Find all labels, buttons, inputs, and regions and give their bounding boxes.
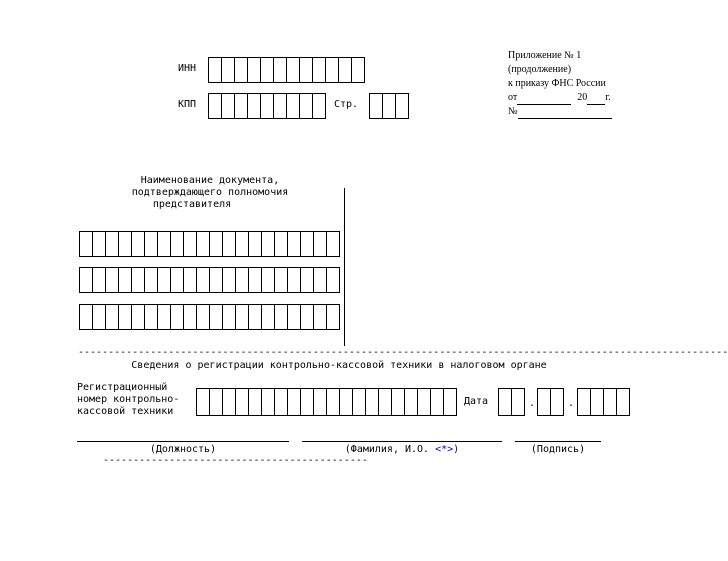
- input-cell[interactable]: [93, 268, 106, 292]
- input-cell[interactable]: [197, 232, 210, 256]
- input-cell[interactable]: [396, 94, 409, 118]
- input-cell[interactable]: [313, 94, 326, 118]
- signature-line[interactable]: [515, 441, 601, 442]
- input-cell[interactable]: [327, 389, 340, 415]
- reg-label-line-1: Регистрационный: [77, 382, 168, 393]
- section-title: Сведения о регистрации контрольно-кассовой техники в налоговом органе: [131, 360, 547, 371]
- appendix-date-line: [508, 91, 638, 105]
- input-cell[interactable]: [236, 305, 249, 329]
- input-cell[interactable]: [171, 232, 184, 256]
- reg-number-label: [77, 382, 179, 418]
- name-line[interactable]: [302, 441, 502, 442]
- input-cell[interactable]: [262, 268, 275, 292]
- appendix-date-prefix: от: [508, 92, 518, 103]
- input-cell[interactable]: [184, 305, 197, 329]
- input-cell[interactable]: [80, 232, 93, 256]
- input-cell[interactable]: [236, 268, 249, 292]
- appendix-line-3: к приказу ФНС России: [508, 78, 606, 89]
- input-cell[interactable]: [209, 58, 222, 82]
- input-cell[interactable]: [366, 389, 379, 415]
- input-cell[interactable]: [314, 305, 327, 329]
- input-cell[interactable]: [275, 232, 288, 256]
- input-cell[interactable]: [106, 305, 119, 329]
- input-cell[interactable]: [145, 268, 158, 292]
- input-cell[interactable]: [249, 389, 262, 415]
- date-year-cells[interactable]: [577, 388, 630, 416]
- input-cell[interactable]: [210, 232, 223, 256]
- input-cell[interactable]: [617, 389, 630, 415]
- input-cell[interactable]: [274, 58, 287, 82]
- input-cell[interactable]: [288, 389, 301, 415]
- input-cell[interactable]: [158, 268, 171, 292]
- appendix-year-blank[interactable]: [587, 93, 605, 105]
- input-cell[interactable]: [249, 305, 262, 329]
- appendix-note: [508, 49, 638, 119]
- input-cell[interactable]: [379, 389, 392, 415]
- page-cells[interactable]: [369, 93, 409, 119]
- input-cell[interactable]: [383, 94, 396, 118]
- input-cell[interactable]: [405, 389, 418, 415]
- input-cell[interactable]: [578, 389, 591, 415]
- input-cell[interactable]: [275, 389, 288, 415]
- input-cell[interactable]: [604, 389, 617, 415]
- input-cell[interactable]: [132, 268, 145, 292]
- page-label: Стр.: [334, 99, 359, 110]
- input-cell[interactable]: [353, 389, 366, 415]
- reg-label-line-2: номер контрольно-: [77, 394, 180, 405]
- input-cell[interactable]: [222, 94, 235, 118]
- input-cell[interactable]: [275, 305, 288, 329]
- input-cell[interactable]: [340, 389, 353, 415]
- input-cell[interactable]: [314, 389, 327, 415]
- input-cell[interactable]: [418, 389, 431, 415]
- appendix-line-1: Приложение № 1: [508, 50, 582, 61]
- document-cells-row[interactable]: [79, 267, 340, 293]
- input-cell[interactable]: [301, 389, 314, 415]
- input-cell[interactable]: [262, 305, 275, 329]
- input-cell[interactable]: [261, 58, 274, 82]
- input-cell[interactable]: [106, 232, 119, 256]
- appendix-date-mid: 20: [577, 92, 588, 103]
- input-cell[interactable]: [301, 305, 314, 329]
- input-cell[interactable]: [444, 389, 457, 415]
- input-cell[interactable]: [132, 232, 145, 256]
- input-cell[interactable]: [314, 232, 327, 256]
- input-cell[interactable]: [431, 389, 444, 415]
- input-cell[interactable]: [223, 268, 236, 292]
- signature-label: (Подпись): [530, 444, 586, 455]
- input-cell[interactable]: [119, 268, 132, 292]
- document-title: [78, 175, 342, 211]
- input-cell[interactable]: [223, 232, 236, 256]
- position-label: (Должность): [149, 444, 217, 455]
- input-cell[interactable]: [352, 58, 365, 82]
- input-cell[interactable]: [222, 58, 235, 82]
- kpp-label: КПП: [178, 99, 197, 110]
- input-cell[interactable]: [171, 268, 184, 292]
- date-separator: .: [529, 398, 536, 409]
- input-cell[interactable]: [158, 305, 171, 329]
- appendix-date-suffix: г.: [605, 92, 611, 103]
- appendix-line-2: (продолжение): [508, 64, 572, 75]
- vertical-divider: [344, 188, 345, 346]
- input-cell[interactable]: [313, 58, 326, 82]
- input-cell[interactable]: [197, 268, 210, 292]
- date-label: Дата: [464, 396, 489, 407]
- input-cell[interactable]: [287, 58, 300, 82]
- date-month-cells[interactable]: [537, 388, 564, 416]
- input-cell[interactable]: [145, 305, 158, 329]
- document-title-line-2: подтверждающего полномочия: [131, 187, 289, 198]
- appendix-number-line: [508, 105, 638, 119]
- input-cell[interactable]: [197, 389, 210, 415]
- input-cell[interactable]: [314, 268, 327, 292]
- input-cell[interactable]: [210, 305, 223, 329]
- input-cell[interactable]: [249, 268, 262, 292]
- input-cell[interactable]: [158, 232, 171, 256]
- input-cell[interactable]: [145, 232, 158, 256]
- reg-label-line-3: кассовой техники: [77, 406, 174, 417]
- footnote-link[interactable]: <*>): [435, 444, 460, 455]
- input-cell[interactable]: [248, 58, 261, 82]
- input-cell[interactable]: [326, 58, 339, 82]
- input-cell[interactable]: [106, 268, 119, 292]
- reg-number-cells[interactable]: [196, 388, 457, 416]
- input-cell[interactable]: [184, 232, 197, 256]
- input-cell[interactable]: [209, 94, 222, 118]
- input-cell[interactable]: [538, 389, 551, 415]
- input-cell[interactable]: [591, 389, 604, 415]
- input-cell[interactable]: [119, 305, 132, 329]
- input-cell[interactable]: [235, 94, 248, 118]
- input-cell[interactable]: [236, 389, 249, 415]
- input-cell[interactable]: [223, 305, 236, 329]
- input-cell[interactable]: [249, 232, 262, 256]
- input-cell[interactable]: [210, 389, 223, 415]
- document-title-line-1: Наименование документа,: [140, 175, 280, 186]
- input-cell[interactable]: [80, 305, 93, 329]
- position-dashed-line: --------------------------------------------: [103, 455, 368, 466]
- document-cells-row[interactable]: [79, 304, 340, 330]
- kpp-cells[interactable]: [208, 93, 326, 119]
- input-cell[interactable]: [300, 94, 313, 118]
- name-label: [302, 444, 502, 456]
- input-cell[interactable]: [288, 305, 301, 329]
- dashed-separator: ------------------------------------------------------------------------------------------------------------: [78, 347, 728, 358]
- input-cell[interactable]: [301, 232, 314, 256]
- appendix-date-blank[interactable]: [517, 93, 571, 105]
- input-cell[interactable]: [392, 389, 405, 415]
- input-cell[interactable]: [551, 389, 564, 415]
- input-cell[interactable]: [288, 232, 301, 256]
- position-line[interactable]: [77, 441, 289, 442]
- input-cell[interactable]: [235, 58, 248, 82]
- input-cell[interactable]: [300, 58, 313, 82]
- input-cell[interactable]: [370, 94, 383, 118]
- input-cell[interactable]: [93, 232, 106, 256]
- inn-cells[interactable]: [208, 57, 365, 83]
- input-cell[interactable]: [93, 305, 106, 329]
- input-cell[interactable]: [499, 389, 512, 415]
- input-cell[interactable]: [287, 94, 300, 118]
- inn-label: ИНН: [178, 63, 197, 74]
- input-cell[interactable]: [119, 232, 132, 256]
- input-cell[interactable]: [262, 232, 275, 256]
- input-cell[interactable]: [327, 268, 340, 292]
- date-separator: .: [568, 398, 575, 409]
- document-cells-row[interactable]: [79, 231, 340, 257]
- input-cell[interactable]: [132, 305, 145, 329]
- input-cell[interactable]: [248, 94, 261, 118]
- input-cell[interactable]: [236, 232, 249, 256]
- input-cell[interactable]: [184, 268, 197, 292]
- input-cell[interactable]: [288, 268, 301, 292]
- appendix-number-prefix: №: [508, 106, 518, 117]
- date-day-cells[interactable]: [498, 388, 525, 416]
- input-cell[interactable]: [171, 305, 184, 329]
- name-label-text: (Фамилия, И.О.: [344, 444, 430, 455]
- input-cell[interactable]: [512, 389, 525, 415]
- input-cell[interactable]: [197, 305, 210, 329]
- input-cell[interactable]: [301, 268, 314, 292]
- input-cell[interactable]: [274, 94, 287, 118]
- input-cell[interactable]: [327, 305, 340, 329]
- appendix-number-blank[interactable]: [518, 107, 612, 119]
- input-cell[interactable]: [339, 58, 352, 82]
- input-cell[interactable]: [262, 389, 275, 415]
- input-cell[interactable]: [210, 268, 223, 292]
- input-cell[interactable]: [275, 268, 288, 292]
- document-title-line-3: представителя: [152, 199, 232, 210]
- input-cell[interactable]: [327, 232, 340, 256]
- input-cell[interactable]: [80, 268, 93, 292]
- input-cell[interactable]: [261, 94, 274, 118]
- input-cell[interactable]: [223, 389, 236, 415]
